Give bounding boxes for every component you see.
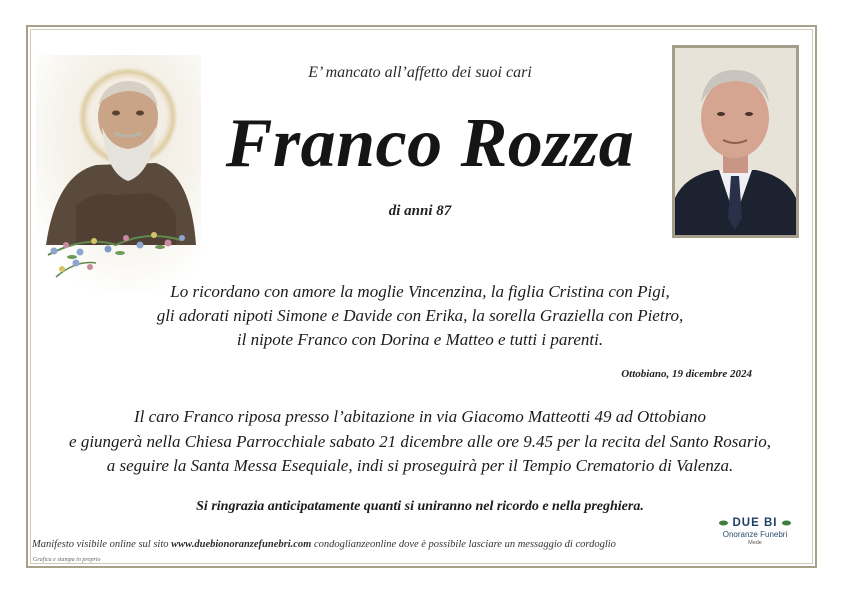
- funeral-home-logo: [716, 517, 794, 559]
- deceased-portrait: [672, 45, 799, 238]
- thanks-text: Si ringrazia anticipatamente quanti si uniranno nel ricordo e nella preghiera.: [196, 499, 644, 514]
- leaf-icon: [719, 520, 728, 526]
- family-line: gli adorati nipoti Simone e Davide con Erika, la sorella Graziella con Pietro,: [156, 306, 684, 325]
- footer-prefix: Manifesto visibile online sul sito: [32, 539, 172, 550]
- family-line: Lo ricordano con amore la moglie Vincenzina, la figlia Cristina con Pigi,: [170, 282, 670, 301]
- footer-suffix: condoglianzeonline dove è possibile lasciare un messaggio di cordoglio: [311, 539, 616, 550]
- funeral-line: e giungerà nella Chiesa Parrocchiale sabato 21 dicembre alle ore 9.45 per la recita del Santo Rosario,: [69, 431, 771, 451]
- place-date: Ottobiano, 19 dicembre 2024: [621, 368, 752, 380]
- leaf-icon: [782, 520, 791, 526]
- footer-note: [32, 539, 712, 550]
- logo-title: DUE BI: [732, 517, 778, 529]
- logo-title-row: [716, 517, 794, 530]
- deceased-age: di anni 87: [388, 203, 452, 219]
- deceased-name: Franco Rozza: [225, 105, 635, 182]
- family-line: il nipote Franco con Dorina e Matteo e tutti i parenti.: [236, 330, 604, 349]
- funeral-paragraph: [60, 405, 780, 479]
- website-link[interactable]: www.duebionoranzefunebri.com: [171, 539, 312, 550]
- saint-picture: [36, 55, 201, 290]
- funeral-line: Il caro Franco riposa presso l’abitazione in via Giacomo Matteotti 49 ad Ottobiano: [134, 407, 706, 426]
- intro-text: E’ mancato all’affetto dei suoi cari: [308, 64, 532, 81]
- funeral-line: a seguire la Santa Messa Esequiale, indi si proseguirà per il Tempio Crematorio di Valenza.: [106, 456, 734, 475]
- logo-subtitle: Onoranze Funebri: [722, 530, 788, 539]
- print-credit: Grafica e stampa in proprio: [33, 557, 101, 563]
- family-paragraph: [100, 280, 740, 352]
- logo-city: Mede: [748, 540, 762, 546]
